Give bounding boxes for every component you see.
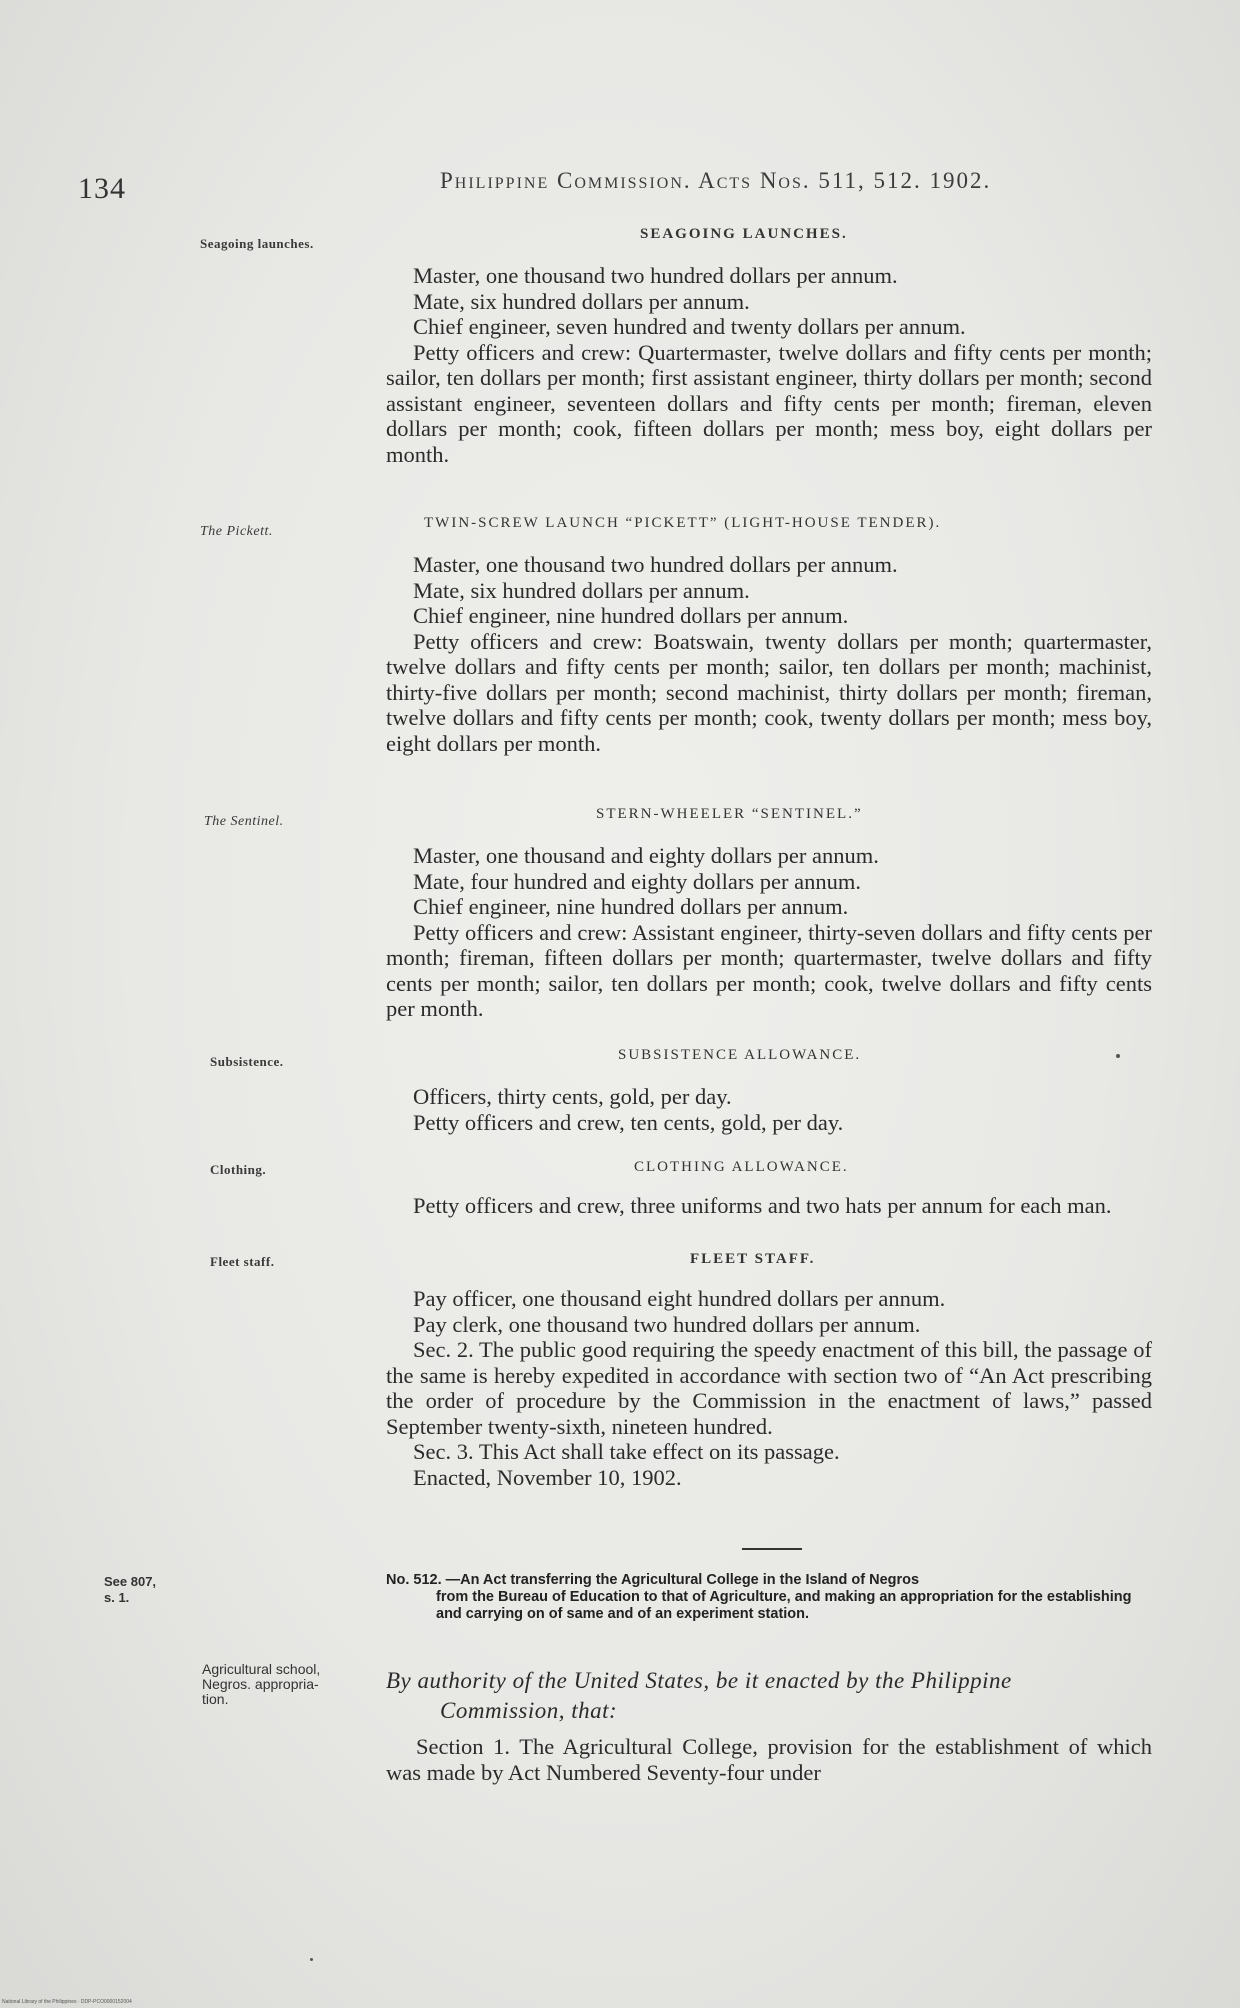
paragraph: Petty officers and crew, three uniforms and two hats per annum for each man.	[413, 1193, 1112, 1218]
paragraph: Master, one thousand and eighty dollars per annum.	[413, 843, 879, 868]
heading-subsistence: SUBSISTENCE ALLOWANCE.	[618, 1047, 862, 1063]
margin-note-subsistence: Subsistence.	[210, 1054, 284, 1069]
heading-clothing: CLOTHING ALLOWANCE.	[634, 1159, 849, 1175]
paragraph: Chief engineer, nine hundred dollars per annum.	[413, 603, 849, 628]
margin-note-see	[104, 1574, 156, 1606]
margin-note-sentinel: The Sentinel.	[204, 814, 284, 829]
paragraph: Mate, four hundred and eighty dollars per annum.	[413, 868, 862, 894]
see-note-line: See 807,	[104, 1574, 157, 1589]
paragraph: Sec. 3. This Act shall take effect on its passage.	[413, 1439, 840, 1464]
paragraph: Chief engineer, seven hundred and twenty dollars per annum.	[413, 314, 966, 339]
act-title-rest: from the Bureau of Education to that of Agriculture, and making an appropriation for the establishing and carrying on of same and of an experiment station.	[436, 1589, 1132, 1622]
heading-fleet: FLEET STAFF.	[690, 1251, 816, 1267]
body-subsistence	[386, 1084, 1152, 1135]
paragraph: Officers, thirty cents, gold, per day.	[413, 1084, 732, 1109]
body-pickett	[386, 552, 1152, 756]
act-number: No. 512.	[386, 1572, 442, 1588]
heading-pickett: TWIN-SCREW LAUNCH “PICKETT” (LIGHT-HOUSE TENDER).	[424, 515, 942, 531]
body-sentinel	[386, 843, 1152, 1022]
heading-seagoing: SEAGOING LAUNCHES.	[640, 226, 848, 242]
ink-dot	[310, 1958, 313, 1961]
act-512-title	[386, 1572, 1152, 1623]
paragraph: Pay clerk, one thousand two hundred dollars per annum.	[413, 1311, 921, 1337]
agri-note-line: Agricultural school,	[202, 1661, 321, 1677]
paragraph: Petty officers and crew: Quartermaster, twelve dollars and fifty cents per month; sailor, ten dollars per month; first assistant engineer, thirty dollars per month; second assistant engineer, seventeen dollars and fifty cents per month; fireman, eleven dollars per month; cook, fifteen dollars per month; mess boy, eight dollars per month.	[386, 339, 1152, 467]
page-number: 134	[78, 172, 126, 205]
paragraph: Master, one thousand two hundred dollars per annum.	[413, 263, 898, 288]
heading-sentinel: STERN-WHEELER “SENTINEL.”	[596, 806, 863, 822]
paragraph: Chief engineer, nine hundred dollars per annum.	[413, 894, 849, 919]
margin-note-fleet: Fleet staff.	[210, 1254, 275, 1269]
body-clothing	[386, 1193, 1152, 1219]
agri-note-line: tion.	[202, 1691, 229, 1707]
paragraph: Sec. 2. The public good requiring the speedy enactment of this bill, the passage of the same is hereby expedited in accordance with section two of “An Act prescribing the order of procedure by the Commission in the enactment of laws,” passed September twenty-sixth, nineteen hundred.	[386, 1337, 1152, 1439]
paragraph: Petty officers and crew, ten cents, gold, per day.	[413, 1109, 844, 1135]
body-fleet	[386, 1286, 1152, 1490]
margin-note-seagoing: Seagoing launches.	[200, 236, 314, 251]
enacting-clause	[386, 1666, 1152, 1726]
archive-stamp: National Library of the Philippines · DDP-PCO0000152004	[2, 1999, 132, 2005]
body-seagoing	[386, 263, 1152, 467]
enacting-line1: By authority of the United States, be it enacted by the Philippine	[386, 1668, 1012, 1693]
act-title-line1: —An Act transferring the Agricultural College in the Island of Negros	[445, 1572, 920, 1588]
paragraph: Master, one thousand two hundred dollars per annum.	[413, 552, 898, 577]
paragraph: Section 1. The Agricultural College, provision for the establishment of which was made by Act Numbered Seventy-four under	[386, 1734, 1152, 1785]
agri-note-line: Negros. appropria-	[202, 1676, 319, 1692]
paragraph: Mate, six hundred dollars per annum.	[413, 577, 750, 603]
act-512-section-1	[386, 1734, 1152, 1786]
running-head: Philippine Commission. Acts Nos. 511, 512. 1902.	[440, 168, 992, 193]
enacting-line2: Commission, that:	[440, 1698, 618, 1723]
margin-note-agricultural	[202, 1662, 320, 1707]
margin-note-clothing: Clothing.	[210, 1162, 267, 1177]
paragraph: Petty officers and crew: Boatswain, twenty dollars per month; quartermaster, twelve dollars and fifty cents per month; sailor, ten dollars per month; machinist, thirty-five dollars per month; second machinist, thirty dollars per month; fireman, twelve dollars and fifty cents per month; cook, twenty dollars per month; mess boy, eight dollars per month.	[386, 628, 1152, 756]
section-divider	[742, 1548, 802, 1550]
paragraph: Enacted, November 10, 1902.	[413, 1464, 682, 1490]
margin-note-pickett: The Pickett.	[200, 524, 273, 539]
see-note-line: s. 1.	[104, 1590, 130, 1605]
paragraph: Petty officers and crew: Assistant engineer, thirty-seven dollars and fifty cents per month; fireman, fifteen dollars per month; quartermaster, twelve dollars and fifty cents per month; sailor, ten dollars per month; cook, twelve dollars and fifty cents per month.	[386, 919, 1152, 1021]
paragraph: Mate, six hundred dollars per annum.	[413, 288, 750, 314]
paragraph: Pay officer, one thousand eight hundred dollars per annum.	[413, 1286, 946, 1311]
ink-dot	[1116, 1054, 1120, 1058]
